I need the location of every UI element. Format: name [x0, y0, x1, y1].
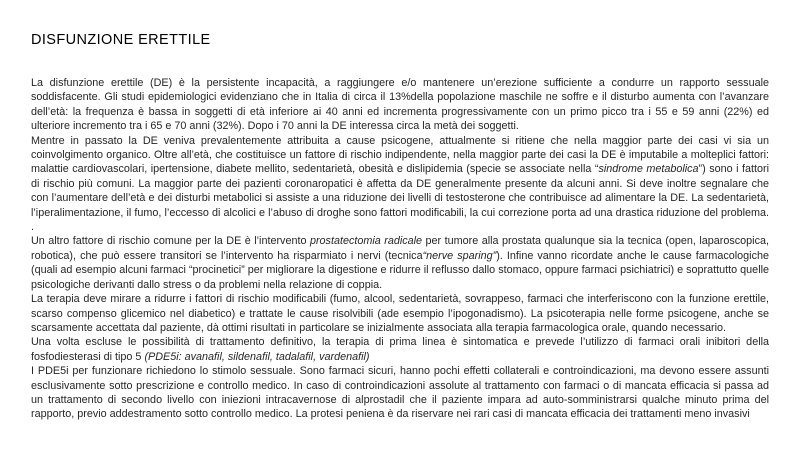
- paragraph: [31, 335, 769, 364]
- text-segment: Un altro fattore di rischio comune per la DE è l’intervento: [31, 235, 310, 248]
- text-segment: Una volta escluse le possibilità di trattamento definitivo, la terapia di prima linea è sintomatica e prevede l’utilizzo di farmaci orali inibitori della fosfodiesterasi di tipo 5: [31, 336, 769, 363]
- text-segment: La terapia deve mirare a ridurre i fattori di rischio modificabili (fumo, alcool, sedentarietà, sovrappeso, farmaci che interferiscono con la funzione erettile, scarso compenso glicemico nel diabetico) e trattate le cause risolvibili (ade esempio l’ipogonadismo). La psicoterapia nelle forme psicogene, anche se scarsamente accettata dal paziente, dà ottimi risultati in particolare se inizialmente associata alla terapia farmacologica orale, quando necessario.: [31, 293, 769, 334]
- text-segment: ). Infine vanno ricordate anche le cause farmacologiche (quali ad esempio alcuni farmaci “procinetici” per migliorare la digestione e ridurre il reflusso dallo stomaco, oppure farmaci psichiatrici) e soprattutto quelle psicologiche derivanti dallo stress o da problemi nella relazione di coppia.: [31, 249, 769, 291]
- paragraph: [31, 364, 769, 422]
- text-segment: ”) sono i fattori di rischio più comuni. La maggior parte dei pazienti coronaropatici è affetta da DE generalmente presente da alcuni anni. Si deve inoltre segnalare che con l’aumentare dell’età e dei disturbi metabolici si assiste a una riduzione dei livelli di testosterone che contribuisce ad alimentare la DE. La sedentarietà, l’iperalimentazione, il fumo, l’eccesso di alcolici e l’abuso di droghe sono fattori modificabili, la cui correzione porta ad una drastica riduzione del problema. .: [31, 163, 770, 234]
- page-title: DISFUNZIONE ERETTILE: [31, 32, 211, 48]
- text-segment: “nerve sparing”: [422, 249, 497, 262]
- text-segment: prostatectomia radicale: [309, 235, 423, 248]
- text-segment: Mentre in passato la DE veniva prevalentemente attribuita a cause psicogene, attualmente si ritiene che nella maggior parte dei casi vi sia un coinvolgimento organico. Oltre all’età, che costituisce un fattore di rischio indipendente, nella maggior parte dei casi la DE è imputabile a molteplici fattori: malattie cardiovascolari, ipertensione, diabete mellito, sedentarietà, obesità e dislipidemia (specie se associate nella “: [31, 134, 769, 176]
- paragraph: [31, 76, 769, 134]
- text-segment: sindrome metabolica: [598, 163, 699, 176]
- text-segment: per tumore alla prostata qualunque sia la tecnica (open, laparoscopica, robotica), che può essere transitori se l’intervento ha risparmiato i nervi (tecnica: [31, 235, 769, 262]
- document-body: [31, 76, 769, 422]
- paragraph: [31, 292, 769, 335]
- text-segment: La disfunzione erettile (DE) è la persistente incapacità, a raggiungere e/o mantenere un’erezione sufficiente a condurre un rapporto sessuale soddisfacente. Gli studi epidemiologici evidenziano che in Italia di circa il 13%della popolazione maschile ne soffre e il disturbo aumenta con l’avanzare dell’età: la frequenza è bassa in soggetti di età inferiore ai 40 anni ed incrementa progressivamente con un primo picco tra i 55 e 59 anni (22%) ed ulteriore incremento tra i 65 e 70 anni (32%). Dopo i 70 anni la DE interessa circa la metà dei soggetti.: [31, 77, 769, 133]
- text-segment: (PDE5i: avanafil, sildenafil, tadalafil, vardenafil): [144, 350, 370, 363]
- text-segment: I PDE5i per funzionare richiedono lo stimolo sessuale. Sono farmaci sicuri, hanno pochi effetti collaterali e controindicazioni, ma devono essere assunti esclusivamente sotto prescrizione e controllo medico. In caso di controindicazioni assolute al trattamento con farmaci o di mancata efficacia si passa ad un trattamento di secondo livello con iniezioni intracavernose di alprostadil che il paziente impara ad auto-somministrarsi qualche minuto prima del rapporto, previo addestramento sotto controllo medico. La protesi peniena è da riservare nei rari casi di mancata efficacia dei trattamenti meno invasivi: [31, 365, 769, 421]
- paragraph: [31, 234, 769, 292]
- paragraph: [31, 134, 769, 235]
